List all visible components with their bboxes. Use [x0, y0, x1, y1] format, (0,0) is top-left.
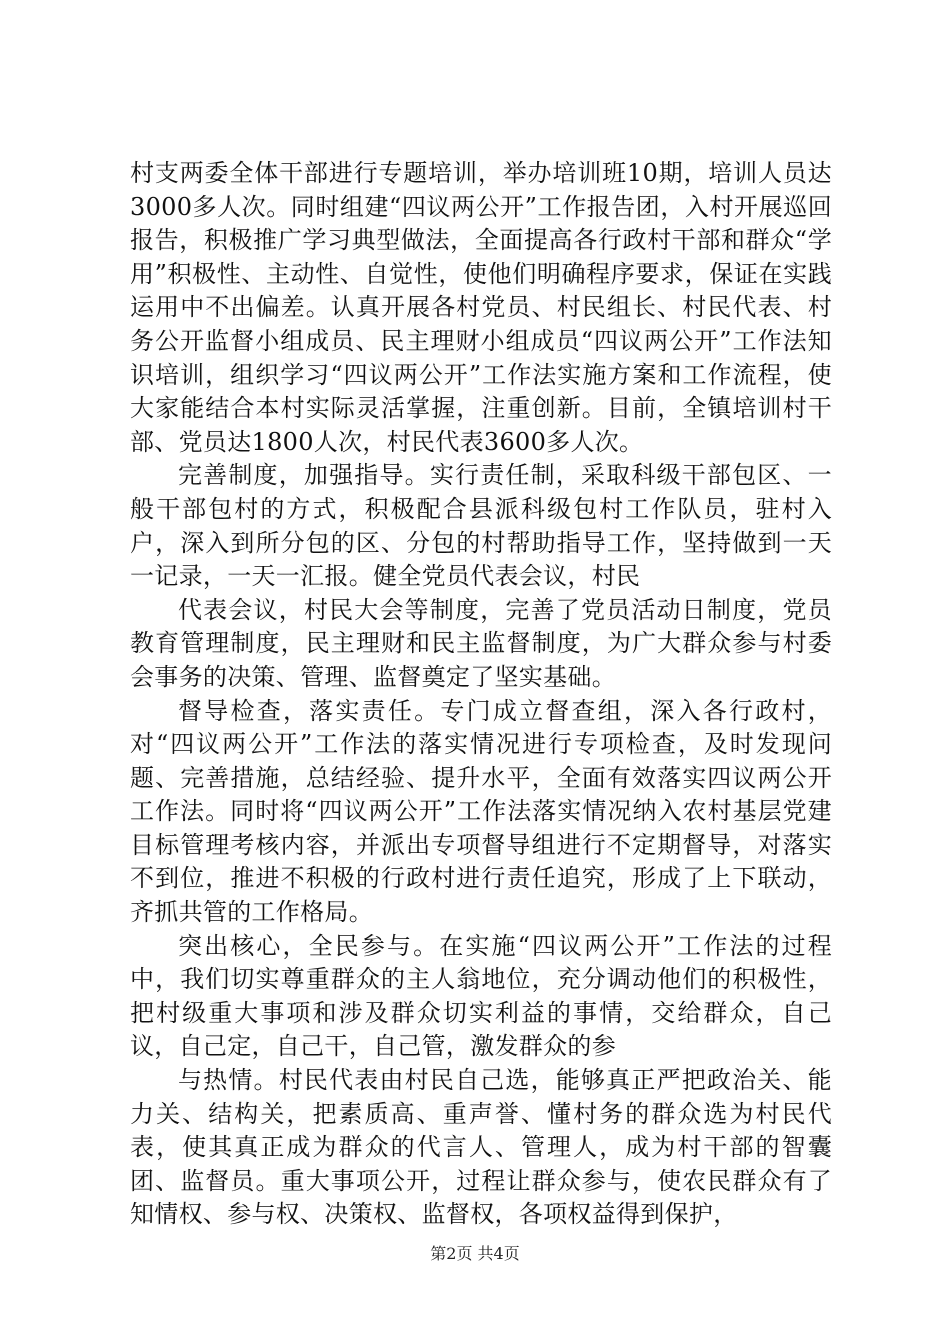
paragraph-3: 代表会议，村民大会等制度，完善了党员活动日制度，党员教育管理制度，民主理财和民主监督制度，为广大群众参与村委会事务的决策、管理、监督奠定了坚实基础。 — [130, 595, 832, 691]
paragraph-2: 完善制度，加强指导。实行责任制，采取科级干部包区、一般干部包村的方式，积极配合县派科级包村工作队员，驻村入户，深入到所分包的区、分包的村帮助指导工作，坚持做到一天一记录，一天一汇报。健全党员代表会议，村民 — [130, 461, 832, 591]
paragraph-5: 突出核心，全民参与。在实施“四议两公开”工作法的过程中，我们切实尊重群众的主人翁地位，充分调动他们的积极性，把村级重大事项和涉及群众切实利益的事情，交给群众，自己议，自己定，自己干，自己管，激发群众的参 — [130, 931, 832, 1061]
paragraph-6: 与热情。村民代表由村民自己选，能够真正严把政治关、能力关、结构关，把素质高、重声誉、懂村务的群众选为村民代表，使其真正成为群众的代言人、管理人，成为村干部的智囊团、监督员。重大事项公开，过程让群众参与，使农民群众有了知情权、参与权、决策权、监督权，各项权益得到保护， — [130, 1066, 832, 1229]
document-body — [130, 157, 832, 1232]
paragraph-4: 督导检查，落实责任。专门成立督查组，深入各行政村，对“四议两公开”工作法的落实情况进行专项检查，及时发现问题、完善措施，总结经验、提升水平，全面有效落实四议两公开工作法。同时将“四议两公开”工作法落实情况纳入农村基层党建目标管理考核内容，并派出专项督导组进行不定期督导，对落实不到位，推进不积极的行政村进行责任追究，形成了上下联动，齐抓共管的工作格局。 — [130, 696, 832, 927]
page-footer — [0, 1244, 950, 1264]
paragraph-1: 村支两委全体干部进行专题培训，举办培训班10期，培训人员达3000多人次。同时组建“四议两公开”工作报告团，入村开展巡回报告，积极推广学习典型做法，全面提高各行政村干部和群众“学用”积极性、主动性、自觉性，使他们明确程序要求，保证在实践运用中不出偏差。认真开展各村党员、村民组长、村民代表、村务公开监督小组成员、民主理财小组成员“四议两公开”工作法知识培训，组织学习“四议两公开”工作法实施方案和工作流程，使大家能结合本村实际灵活掌握，注重创新。目前，全镇培训村干部、党员达1800人次，村民代表3600多人次。 — [130, 159, 832, 456]
page-number-label: 第2页 共4页 — [430, 1244, 520, 1263]
